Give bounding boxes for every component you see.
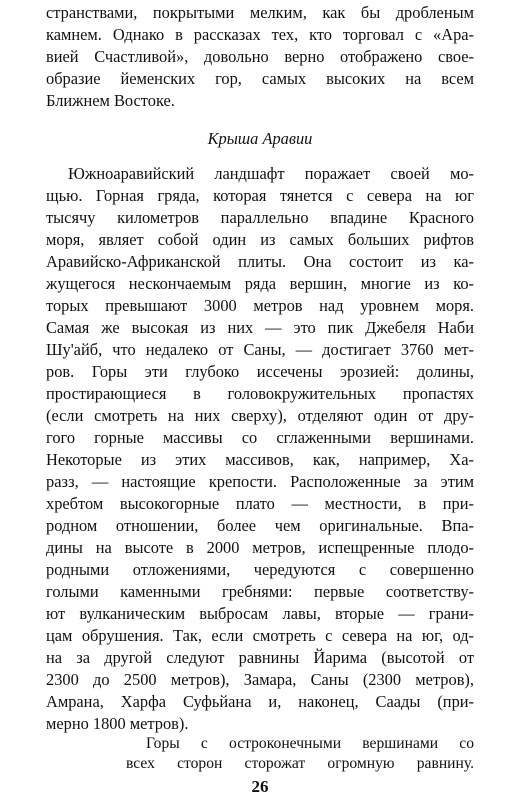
text-line: Шу'айб, что недалеко от Саны, — достигает 3760 мет- (46, 340, 474, 359)
text-line: голыми каменными гребнями: первые соответству- (46, 582, 474, 601)
section-title: Крыша Аравии (207, 129, 313, 148)
text-line: на за другой следуют равнины Йарима (высотой от (46, 648, 474, 667)
text-line: Ближнем Востоке. (46, 91, 175, 110)
text-line: ют вулканическим выбросам лавы, вторые — грани- (46, 604, 474, 623)
text-line: 2300 до 2500 метров), Замара, Саны (2300 метров), (46, 670, 474, 689)
text-line: простирающиеся в головокружительных пропастях (46, 384, 474, 403)
text-line: Некоторые из этих массивов, как, например, Ха- (46, 450, 474, 469)
text-line: тысячу километров параллельно впадине Красного (46, 208, 474, 227)
book-page (46, 0, 474, 800)
text-line: щью. Горная гряда, которая тянется с севера на юг (46, 186, 474, 205)
text-line: образие йеменских гор, самых высоких на всем (46, 69, 474, 88)
text-line: камнем. Однако в рассказах тех, кто торговал с «Ара- (46, 25, 474, 44)
text-line: Амрана, Харфа Суфьйана и, наконец, Саады (при- (46, 692, 474, 711)
text-line: Южноаравийский ландшафт поражает своей мо- (68, 164, 474, 183)
text-line: ров. Горы эти глубоко иссечены эрозией: долины, (46, 362, 474, 381)
text-line: Самая же высокая из них — это пик Джебеля Наби (46, 318, 474, 337)
quote-line: всех сторон сторожат огромную равнину. (126, 755, 474, 772)
text-line: жущегося нескончаемым ряда вершин, многие из ко- (46, 274, 474, 293)
text-line: Аравийско-Африканской плиты. Она состоит из ка- (46, 252, 474, 271)
quote-line: Горы с остроконечными вершинами со (146, 735, 474, 752)
text-line: родными отложениями, чередуются с совершенно (46, 560, 474, 579)
text-line: вией Счастливой», довольно верно отображено свое- (46, 47, 474, 66)
text-line: дины на высоте в 2000 метров, испещренные плодо- (46, 538, 474, 557)
text-line: родном отношении, более чем оригинальные. Впа- (46, 516, 474, 535)
text-line: странствами, покрытыми мелким, как бы дробленым (46, 3, 474, 22)
text-line: цам обрушения. Так, если смотреть с севера на юг, од- (46, 626, 474, 645)
text-line: торых превышают 3000 метров над уровнем моря. (46, 296, 474, 315)
text-line: мерно 1800 метров). (46, 714, 189, 733)
text-line: (если смотреть на них сверху), отделяют один от дру- (46, 406, 474, 425)
text-line: хребтом высокогорные плато — местности, в при- (46, 494, 474, 513)
text-line: гого горные массивы со сглаженными вершинами. (46, 428, 474, 447)
text-line: разз, — настоящие крепости. Расположенные за этим (46, 472, 474, 491)
text-line: моря, являет собой один из самых больших рифтов (46, 230, 474, 249)
page-number: 26 (251, 777, 269, 796)
